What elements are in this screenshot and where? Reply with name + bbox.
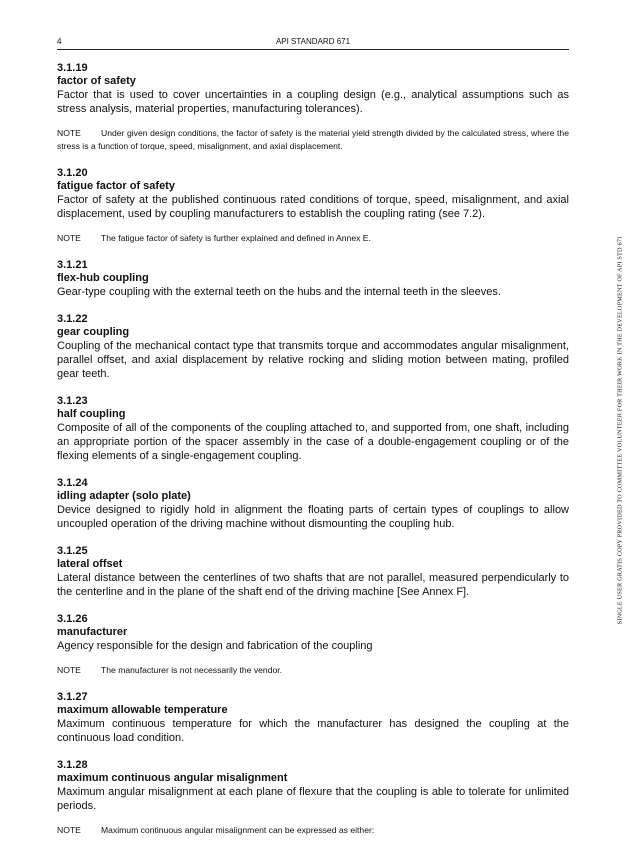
definition-entry	[57, 259, 569, 299]
note-label: NOTE	[57, 128, 81, 138]
entry-term: lateral offset	[57, 558, 123, 570]
entry-number: 3.1.21	[57, 259, 88, 271]
entry-note	[57, 127, 569, 153]
page-header	[57, 37, 569, 49]
entry-term: maximum allowable temperature	[57, 704, 228, 716]
entry-number: 3.1.28	[57, 759, 88, 771]
entry-term: factor of safety	[57, 75, 136, 87]
entry-term: gear coupling	[57, 326, 130, 338]
note-text: The fatigue factor of safety is further explained and defined in Annex E.	[101, 233, 371, 243]
entry-number: 3.1.24	[57, 477, 88, 489]
entry-note	[57, 232, 569, 245]
entry-term: fatigue factor of safety	[57, 180, 175, 192]
definition-entry	[57, 395, 569, 463]
entry-definition: Lateral distance between the centerlines of two shafts that are not parallel, measured perpendicularly to the centerline and in the plane of the shaft end of the driving machine [See Annex F].	[57, 572, 569, 598]
entry-definition: Composite of all of the components of the coupling attached to, and supported from, one shaft, including an appropriate portion of the spacer assembly in the case of a double-engagement coupling or of the flexing elements of a single-engagement coupling.	[57, 422, 569, 462]
note-text: Under given design conditions, the factor of safety is the material yield strength divided by the calculated stress, where the stress is a function of torque, speed, misalignment, and axial displacement.	[57, 128, 569, 151]
entry-term: idling adapter (solo plate)	[57, 490, 191, 502]
running-title: API STANDARD 671	[275, 37, 351, 46]
definition-entry	[57, 313, 569, 381]
definition-entry	[57, 691, 569, 745]
entry-definition: Device designed to rigidly hold in alignment the floating parts of certain types of couplings to allow uncoupled operation of the driving machine without dismounting the coupling hub.	[57, 504, 569, 530]
page-number: 4	[57, 37, 62, 46]
entry-definition: Factor that is used to cover uncertainties in a coupling design (e.g., analytical assumptions such as stress analysis, material properties, manufacturing tolerances).	[57, 89, 569, 115]
entry-definition: Coupling of the mechanical contact type that transmits torque and accommodates angular misalignment, parallel offset, and axial displacement by relative rocking and sliding motion between mating, profiled gear teeth.	[57, 340, 569, 380]
header-rule	[57, 49, 569, 50]
entry-number: 3.1.20	[57, 167, 88, 179]
entry-definition: Agency responsible for the design and fabrication of the coupling	[57, 640, 373, 652]
entry-term: flex-hub coupling	[57, 272, 149, 284]
entry-number: 3.1.19	[57, 62, 88, 74]
entry-term: manufacturer	[57, 626, 128, 638]
entry-number: 3.1.27	[57, 691, 88, 703]
entry-note	[57, 664, 569, 677]
definition-entry	[57, 759, 569, 837]
definition-entry	[57, 477, 569, 531]
sidebar-text: SINGLE USER GRATIS COPY PROVIDED TO COMMITTEE VOLUNTEER FOR THEIR WORK IN THE DEVELOPMENT OF API STD 671	[616, 235, 624, 625]
definition-entry	[57, 62, 569, 153]
entry-number: 3.1.26	[57, 613, 88, 625]
note-text: Maximum continuous angular misalignment can be expressed as either:	[101, 825, 375, 835]
note-text: The manufacturer is not necessarily the vendor.	[101, 665, 283, 675]
entry-number: 3.1.23	[57, 395, 88, 407]
sidebar-watermark	[614, 110, 626, 750]
entry-term: half coupling	[57, 408, 126, 420]
entry-number: 3.1.25	[57, 545, 88, 557]
entry-definition: Maximum angular misalignment at each plane of flexure that the coupling is able to tolerate for unlimited periods.	[57, 786, 569, 812]
definition-entry	[57, 545, 569, 599]
definition-entry	[57, 167, 569, 245]
note-label: NOTE	[57, 233, 81, 243]
definition-entry	[57, 613, 569, 677]
note-label: NOTE	[57, 825, 81, 835]
definitions-list	[57, 62, 569, 851]
entry-definition: Gear-type coupling with the external teeth on the hubs and the internal teeth in the sleeves.	[57, 286, 501, 298]
note-label: NOTE	[57, 665, 81, 675]
entry-definition: Factor of safety at the published continuous rated conditions of torque, speed, misalignment, and axial displacement, used by coupling manufacturers to establish the coupling rating (see 7.2).	[57, 194, 569, 220]
entry-definition: Maximum continuous temperature for which the manufacturer has designed the coupling at the continuous load condition.	[57, 718, 569, 744]
entry-number: 3.1.22	[57, 313, 88, 325]
entry-term: maximum continuous angular misalignment	[57, 772, 288, 784]
